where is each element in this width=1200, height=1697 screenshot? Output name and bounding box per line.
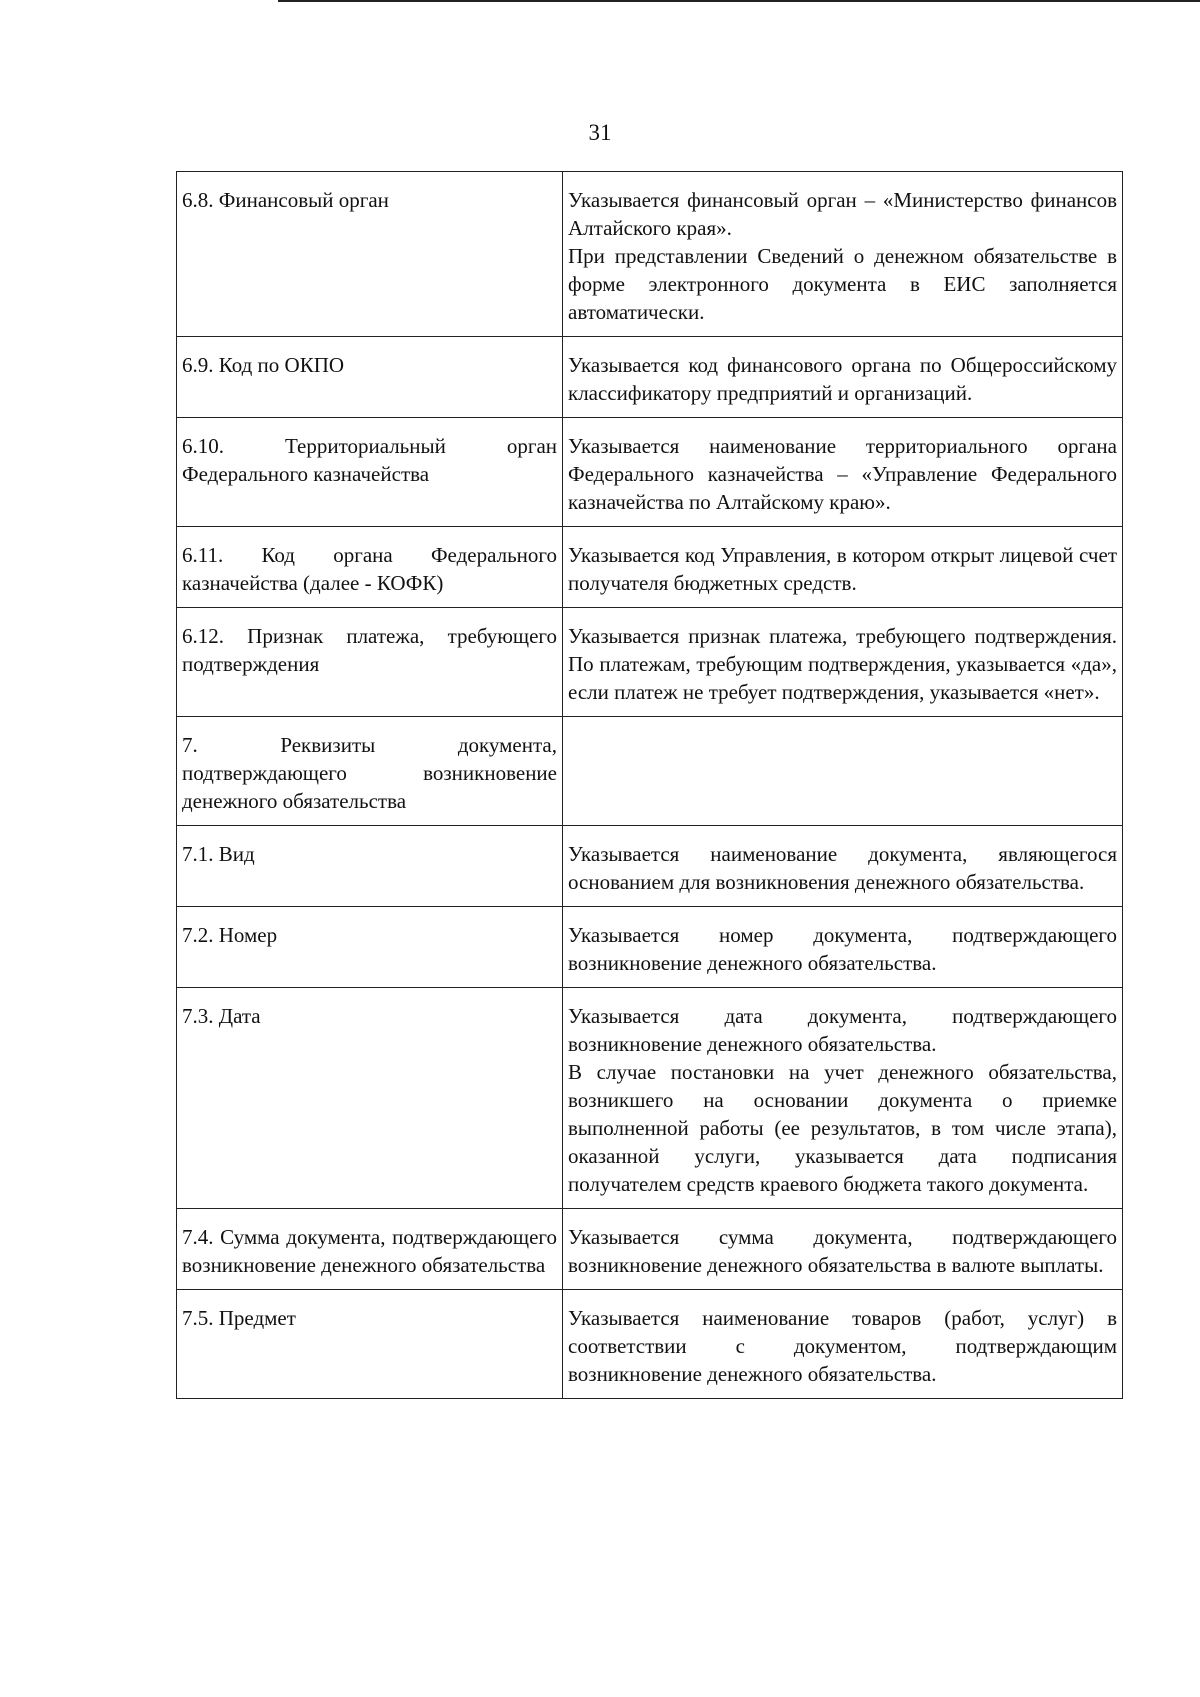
top-rule: [278, 0, 1200, 2]
page-number: 31: [588, 120, 612, 145]
table-row: [177, 907, 1123, 988]
description-paragraph: Указывается признак платежа, требующего подтверждения. По платежам, требующим подтверждения, указывается «да», если платеж не требует подтверждения, указывается «нет».: [568, 624, 1117, 704]
description-paragraph: Указывается номер документа, подтверждающего возникновение денежного обязательства.: [568, 923, 1117, 975]
table-row: [177, 1290, 1123, 1399]
table-body: [177, 172, 1123, 1399]
field-description-cell: [563, 418, 1123, 527]
field-description-cell: [563, 988, 1123, 1209]
field-description-cell: [563, 608, 1123, 717]
table-row: [177, 337, 1123, 418]
description-paragraph: Указывается дата документа, подтверждающего возникновение денежного обязательства.: [568, 1004, 1117, 1056]
description-paragraph: Указывается наименование товаров (работ, услуг) в соответствии с документом, подтверждающим возникновение денежного обязательства.: [568, 1306, 1117, 1386]
description-paragraph: Указывается финансовый орган – «Министерство финансов Алтайского края».: [568, 188, 1117, 240]
table-row: [177, 717, 1123, 826]
requisites-table: [176, 171, 1123, 1399]
field-description-cell: [563, 826, 1123, 907]
field-name-cell: 6.12. Признак платежа, требующего подтверждения: [177, 608, 563, 717]
table-row: [177, 1209, 1123, 1290]
field-description-cell: [563, 717, 1123, 826]
description-paragraph: Указывается наименование документа, являющегося основанием для возникновения денежного обязательства.: [568, 842, 1117, 894]
description-paragraph: В случае постановки на учет денежного обязательства, возникшего на основании документа о приемке выполненной работы (ее результатов, в том числе этапа), оказанной услуги, указывается дата подписания получателем средств краевого бюджета такого документа.: [568, 1060, 1117, 1196]
table-row: [177, 172, 1123, 337]
field-description-cell: [563, 527, 1123, 608]
description-paragraph: При представлении Сведений о денежном обязательстве в форме электронного документа в ЕИС заполняется автоматически.: [568, 244, 1117, 324]
table-row: [177, 988, 1123, 1209]
field-name-cell: 6.10. Территориальный орган Федерального казначейства: [177, 418, 563, 527]
table-row: [177, 418, 1123, 527]
field-description-cell: [563, 1290, 1123, 1399]
field-name-cell: 7.4. Сумма документа, подтверждающего возникновение денежного обязательства: [177, 1209, 563, 1290]
field-name-cell: 7.5. Предмет: [177, 1290, 563, 1399]
field-name-cell: 6.9. Код по ОКПО: [177, 337, 563, 418]
description-paragraph: Указывается наименование территориального органа Федерального казначейства – «Управление Федерального казначейства по Алтайскому краю».: [568, 434, 1117, 514]
field-description-cell: [563, 172, 1123, 337]
field-name-cell: 6.8. Финансовый орган: [177, 172, 563, 337]
field-name-cell: 7.3. Дата: [177, 988, 563, 1209]
table-row: [177, 826, 1123, 907]
field-name-cell: 7.2. Номер: [177, 907, 563, 988]
field-name-cell: 7. Реквизиты документа, подтверждающего возникновение денежного обязательства: [177, 717, 563, 826]
description-paragraph: Указывается код финансового органа по Общероссийскому классификатору предприятий и организаций.: [568, 353, 1117, 405]
field-description-cell: [563, 907, 1123, 988]
field-name-cell: 7.1. Вид: [177, 826, 563, 907]
description-paragraph: Указывается код Управления, в котором открыт лицевой счет получателя бюджетных средств.: [568, 543, 1117, 595]
field-description-cell: [563, 337, 1123, 418]
table-row: [177, 608, 1123, 717]
table-row: [177, 527, 1123, 608]
field-name-cell: 6.11. Код органа Федерального казначейства (далее - КОФК): [177, 527, 563, 608]
description-paragraph: Указывается сумма документа, подтверждающего возникновение денежного обязательства в валюте выплаты.: [568, 1225, 1117, 1277]
field-description-cell: [563, 1209, 1123, 1290]
